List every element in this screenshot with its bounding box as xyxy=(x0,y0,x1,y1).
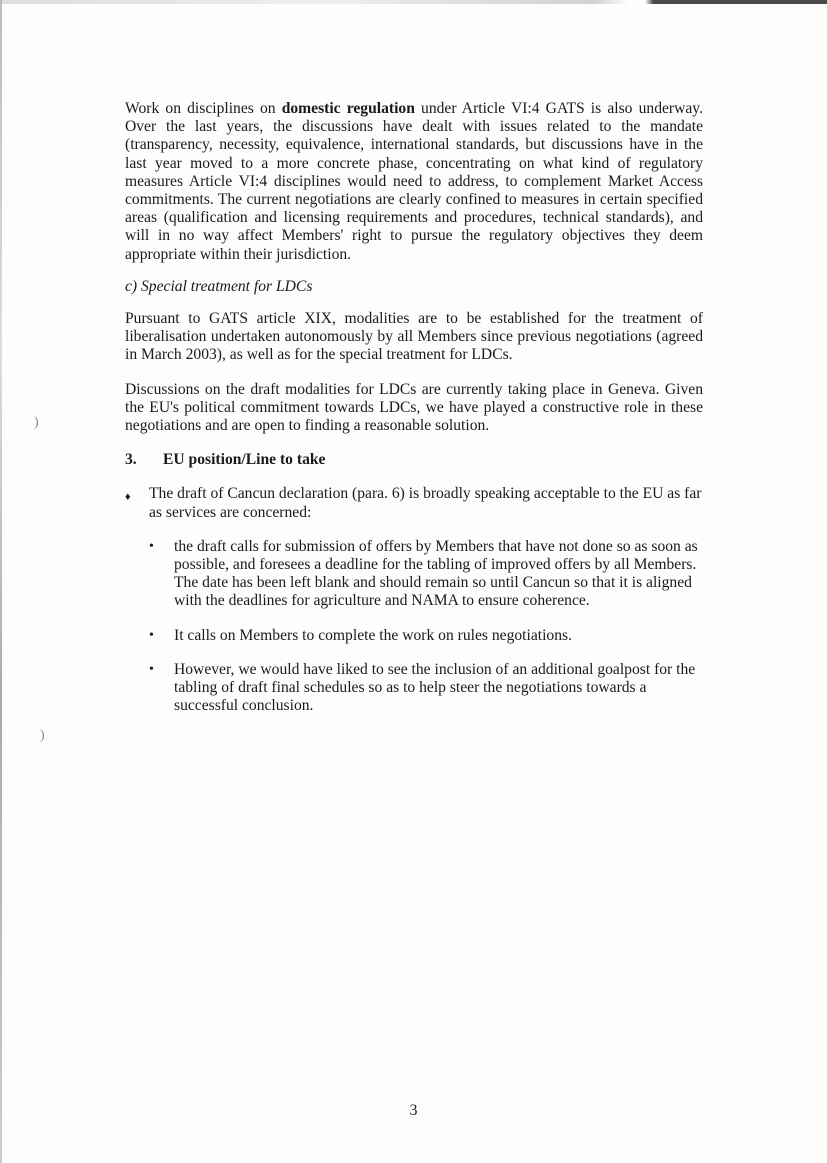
list-item xyxy=(149,538,703,611)
paragraph-lead: Work on disciplines on xyxy=(125,100,282,117)
scan-edge-top xyxy=(0,0,827,4)
list-item xyxy=(149,661,703,716)
scan-mark: ) xyxy=(34,415,39,430)
list-item xyxy=(149,627,703,645)
main-bullet-text: The draft of Cancun declaration (para. 6) is broadly speaking acceptable to the EU as far as services are concerned: xyxy=(149,485,702,521)
page-body xyxy=(125,100,703,731)
diamond-bullet-icon: ♦ xyxy=(125,491,131,504)
dot-bullet-icon: • xyxy=(149,538,154,554)
subheading-special-treatment: c) Special treatment for LDCs xyxy=(125,277,313,295)
scan-edge-left xyxy=(0,0,2,1163)
section-heading xyxy=(125,451,703,469)
paragraph-gats-xix: Pursuant to GATS article XIX, modalities are to be established for the treatment of liberalisation undertaken autonomously by all Members since previous negotiations (agreed in March 2003), as well as for the special treatment for LDCs. xyxy=(125,310,703,364)
paragraph-domestic-regulation xyxy=(125,100,703,264)
dot-bullet-icon: • xyxy=(149,627,154,643)
main-bullet xyxy=(125,485,703,521)
section-number: 3. xyxy=(125,451,137,469)
list-item-text: It calls on Members to complete the work on rules negotiations. xyxy=(174,626,572,644)
list-item-text: However, we would have liked to see the inclusion of an additional goalpost for the tabling of draft final schedules so as to help steer the negotiations towards a successful conclusion. xyxy=(174,660,696,715)
scan-mark: ) xyxy=(40,728,45,743)
sub-bullet-list xyxy=(149,538,703,716)
page-number: 3 xyxy=(409,1102,418,1119)
section-title: EU position/Line to take xyxy=(163,451,326,469)
paragraph-ldc-discussions: Discussions on the draft modalities for LDCs are currently taking place in Geneva. Given the EU's political commitment towards LDCs, we have played a constructive role in these negotiations and are open to finding a reasonable solution. xyxy=(125,380,703,435)
list-item-text: the draft calls for submission of offers by Members that have not done so as soon as possible, and foresees a deadline for the tabling of improved offers by all Members. The date has been left blank and should remain so until Cancun so that it is aligned with the deadlines for agriculture and NAMA to ensure coherence. xyxy=(174,537,698,610)
paragraph-rest: under Article VI:4 GATS is also underway. Over the last years, the discussions have dealt with issues related to the mandate (transparency, necessity, equivalence, international standards, but discussions have in the last year moved to a more concrete phase, concentrating on what kind of regulatory measures Article VI:4 disciplines would need to address, to complement Market Access commitments. The current negotiations are clearly confined to measures in certain specified areas (qualification and licensing requirements and procedures, technical standards), and will in no way affect Members' right to pursue the regulatory objectives they deem appropriate within their jurisdiction. xyxy=(125,100,703,263)
dot-bullet-icon: • xyxy=(149,661,154,677)
bold-term: domestic regulation xyxy=(281,100,415,117)
